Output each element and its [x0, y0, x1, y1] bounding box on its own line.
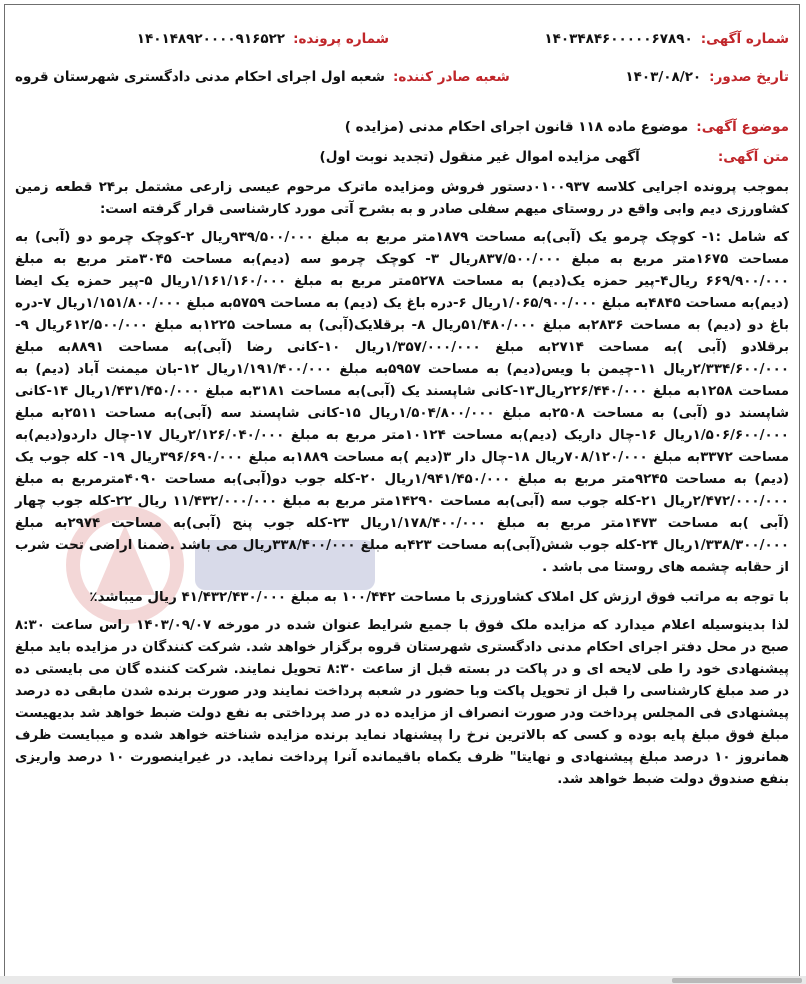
notice-paragraph-terms: لذا بدینوسیله اعلام میدارد که مزایده ملک فوق با جمیع شرایط عنوان شده در مورخه ۱۴۰۳/۰۹/۰۷ راس ساعت ۸:۳۰ صبح در محل دفتر اجرای احکام مدنی دادگستری شهرستان قروه برگزار خواهد شد. شرکت کنندگان در مزایده باید مبلغ پیشنهادی خود را طی لایحه ای و در پاکت در بسته قبل از ساعت ۸:۳۰ تحویل نمایند. شرکت کننده گان می بایستی ده در صد مبلغ کارشناسی را قبل از تحویل پاکت وبا حضور در شعبه پرداخت نمایند ودر صورت برنده شدن مابقی ده درصد پیشنهادی فی المجلس پرداخت ودر صورت انصراف از مزایده ده در صد پرداختی به نفع دولت ضبط خواهد شد بدیهیست مبلغ فوق مبلغ پایه بوده و کسی که بالاترین نرخ را پیشنهاد نماید برنده مزایده شناخته خواهد شده و میبایست ظرف همانروز ۱۰ درصد مبلغ پیشنهادی و نهایتا" ظرف یکماه باقیمانده آنرا پرداخت نماید. در غیراینصورت ۱۰ درصد واریزی بنفع صندوق دولت ضبط خواهد شد. — [15, 618, 789, 787]
issuer-field — [15, 69, 510, 85]
notice-number-label: شماره آگهی: — [700, 31, 789, 47]
issue-date-label: تاریخ صدور: — [709, 69, 789, 85]
case-number-label: شماره پرونده: — [293, 31, 389, 47]
issue-date: ۱۴۰۳/۰۸/۲۰ — [625, 69, 702, 85]
issue-date-field — [530, 69, 789, 85]
notice-number: ۱۴۰۳۴۸۴۶۰۰۰۰۰۶۷۸۹۰ — [544, 31, 693, 47]
notice-paragraph-total: با توجه به مراتب فوق ارزش کل املاک کشاورزی با مساحت ۱۰۰/۴۴۲ به مبلغ ۴۱/۴۳۲/۴۳۰/۰۰۰ ریال میباشد٪ — [89, 590, 789, 605]
notice-text-header — [15, 149, 789, 175]
notice-content — [15, 31, 789, 791]
issuer: شعبه اول اجرای احکام مدنی دادگستری شهرستان قروه — [15, 69, 385, 85]
notice-title: آگهی مزایده اموال غیر منقول (تجدید نوبت اول) — [319, 149, 640, 165]
subject-label: موضوع آگهی: — [696, 119, 789, 135]
subject-value: موضوع ماده ۱۱۸ قانون اجرای احکام مدنی (مزایده ) — [344, 119, 689, 135]
notice-text-label: متن آگهی: — [717, 149, 789, 165]
notice-paragraph-parcels: که شامل :۱- کوچک چرمو یک (آبی)به مساحت ۱۸۷۹متر مربع به مبلغ ۹۳۹/۵۰۰/۰۰۰ریال ۲-کوچک چرمو دو (آبی) به مساحت ۱۶۷۵متر مربع به مبلغ ۸۳۷/۵۰۰/۰۰۰ریال ۳- کوچک چرمو سه (دیم)به مساحت ۳۰۴۵متر مربع به مبلغ ۶۶۹/۹۰۰/۰۰۰ ریال۴-پیر حمزه یک(دیم) به مساحت ۵۲۷۸متر مربع به مبلغ ۱/۱۶۱/۱۶۰/۰۰۰ریال ۵-پیر حمزه یک ایضا (دیم)به مساحت ۴۸۴۵به مبلغ ۱/۰۶۵/۹۰۰/۰۰۰ریال ۶-دره باغ یک (دیم) به مساحت ۵۷۵۹به مبلغ ۱/۱۵۱/۸۰۰/۰۰۰ریال ۷-دره باغ دو (دیم) به مساحت ۲۸۳۶به مبلغ ۵۱/۴۸۰/۰۰۰ریال ۸- برقلایک(آبی) به مساحت ۱۲۲۵به مبلغ ۶۱۲/۵۰۰/۰۰۰ریال ۹-برقلادو (آبی )به مساحت ۲۷۱۴به مبلغ ۱/۳۵۷/۰۰۰/۰۰۰ریال ۱۰-کانی رضا (آبی)به مساحت ۸۸۹۱به مبلغ ۲/۳۳۴/۶۰۰/۰۰۰ریال ۱۱-چیمن با ویس(دیم) به مساحت ۵۹۵۷به مبلغ ۱/۱۹۱/۴۰۰/۰۰۰ریال ۱۲-بان میمنت آباد (دیم) به مساحت ۱۲۵۸به مبلغ ۲۲۶/۴۴۰/۰۰۰ریال۱۳-کانی شاپسند یک (آبی)به مساحت ۳۱۸۱به مبلغ ۱/۴۳۱/۴۵۰/۰۰۰ریال ۱۴-کانی شاپسند دو (آبی) به مساحت ۲۵۰۸به مبلغ ۱/۵۰۴/۸۰۰/۰۰۰ریال ۱۵-کانی شاپسند سه (آبی)به مساحت ۲۵۱۱به مبلغ ۱/۵۰۶/۶۰۰/۰۰۰ریال ۱۶-چال داریک (دیم)به مساحت ۱۰۱۲۴متر مربع به مبلغ ۲/۱۲۶/۰۴۰/۰۰۰ریال ۱۷-چال داردو(دیم)به مساحت ۳۳۷۲به مبلغ ۷۰۸/۱۲۰/۰۰۰ریال ۱۸-چال دار ۳(دیم )به مساحت ۱۸۸۹به مبلغ ۳۹۶/۶۹۰/۰۰۰ریال ۱۹- کله جوب یک (دیم) به مساحت ۹۲۴۵متر مربع به مبلغ ۱/۹۴۱/۴۵۰/۰۰۰ریال ۲۰-کله جوب دو(آبی)به مساحت ۴۰۹۰مترمربع به مبلغ ۲/۴۷۲/۰۰۰/۰۰۰ریال ۲۱-کله جوب سه (آبی)به مساحت ۱۴۲۹۰متر مربع به مبلغ ۱۱/۴۳۲/۰۰۰/۰۰۰ ریال ۲۲-کله جوب چهار (آبی )به مساحت ۱۴۷۳متر مربع به مبلغ ۱/۱۷۸/۴۰۰/۰۰۰ریال ۲۳-کله جوب پنج (آبی)به مساحت ۲۹۷۴به مبلغ ۱/۳۳۸/۳۰۰/۰۰۰ریال ۲۴-کله جوب شش(آبی)به مساحت ۴۲۳به مبلغ ۳۳۸/۴۰۰/۰۰۰ریال می باشد .ضمنا اراضی تحت شرب از حقابه چشمه های روستا می باشد . — [15, 230, 790, 575]
issuer-label: شعبه صادر کننده: — [392, 69, 510, 85]
notice-number-field — [409, 31, 789, 47]
meta-row-1 — [15, 31, 789, 69]
subject-field — [15, 119, 789, 149]
case-number-field — [15, 31, 389, 47]
horizontal-scrollbar[interactable] — [0, 976, 806, 984]
notice-paragraph-intro: بموجب پرونده اجرایی کلاسه ۰۱۰۰۹۳۷دستور فروش ومزایده ماترک مرحوم عیسی زارعی مشتمل بر۲۴ قطعه زمین کشاورزی دیم وابی واقع در روستای میهم سفلی صادر و به بشرح آتی مورد کارشناسی قرار گرفته است: — [15, 180, 789, 217]
case-number: ۱۴۰۱۴۸۹۲۰۰۰۰۹۱۶۵۲۲ — [136, 31, 286, 47]
scrollbar-thumb[interactable] — [672, 978, 802, 983]
notice-panel — [4, 4, 800, 978]
meta-row-2 — [15, 69, 789, 107]
